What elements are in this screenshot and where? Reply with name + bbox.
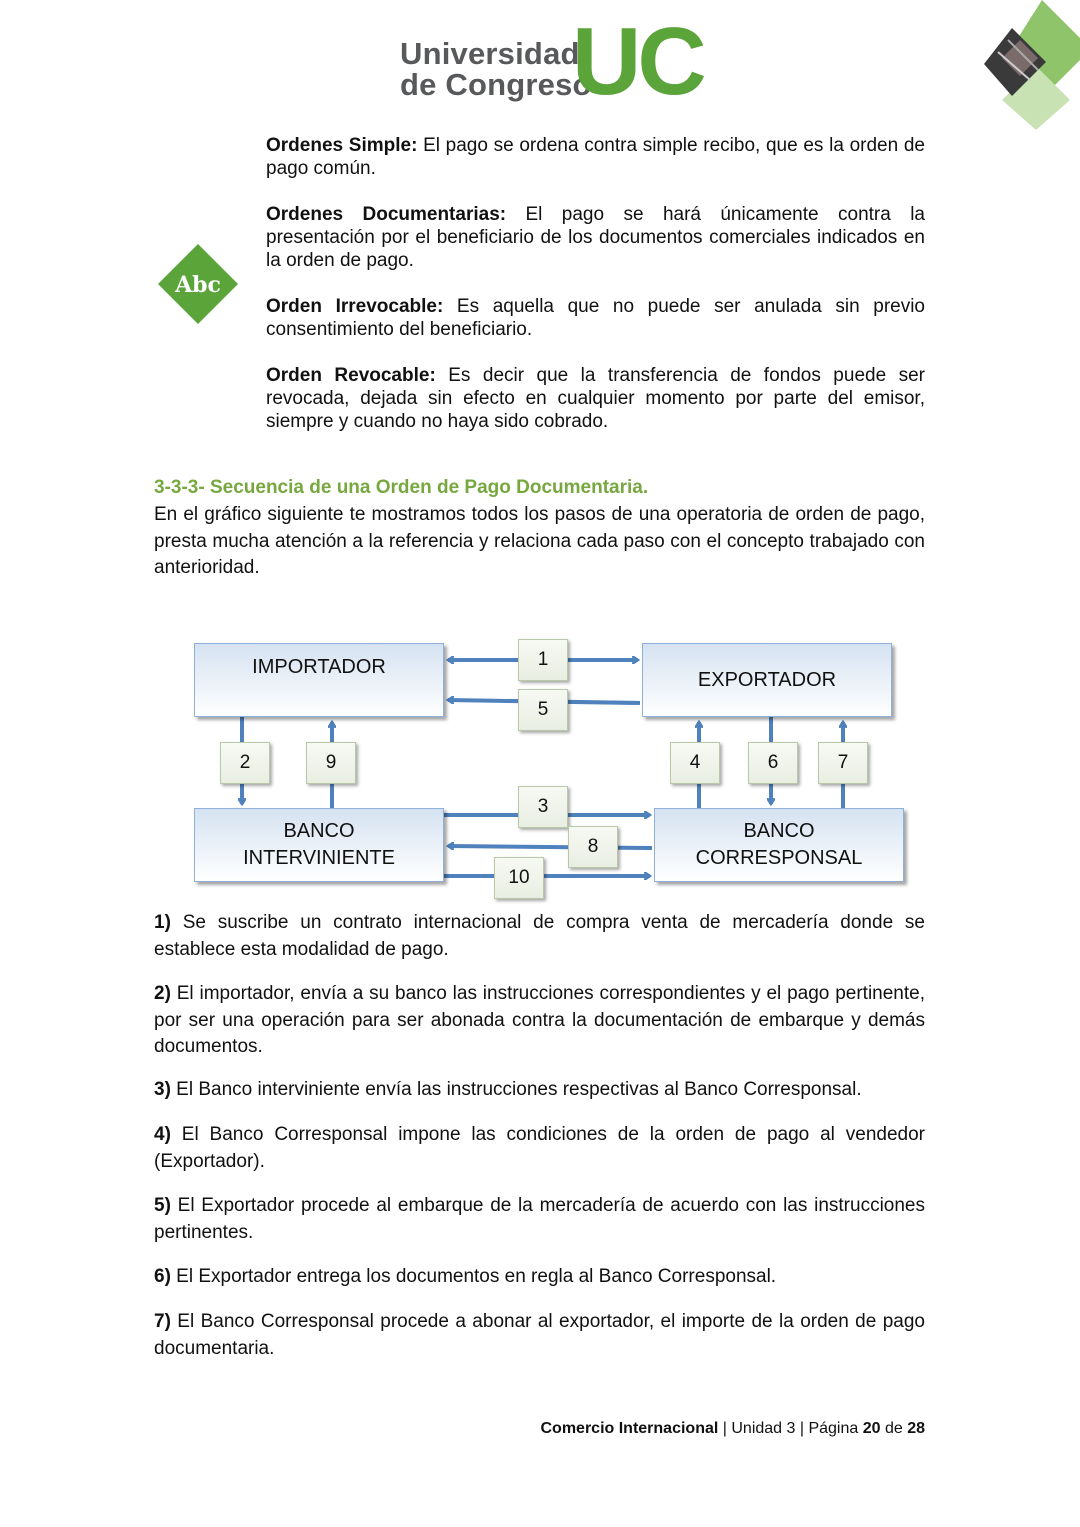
university-logo-text [400, 38, 592, 100]
banco-corresponsal-line-2: CORRESPONSAL [695, 847, 863, 869]
section-intro: En el gráfico siguiente te mostramos todos los pasos de una operatoria de orden de pago, presta mucha atención a la referencia y relaciona cada paso con el concepto trabajado con anterioridad. [154, 504, 925, 578]
exportador-label: EXPORTADOR [697, 668, 837, 691]
step-box-7: 7 [818, 742, 868, 784]
step-item-7 [154, 1309, 925, 1362]
step-number: 2) [154, 983, 171, 1004]
exportador-box [642, 643, 892, 717]
importador-label: IMPORTADOR [252, 656, 386, 678]
footer-course: Comercio Internacional [540, 1420, 719, 1437]
step-item-4 [154, 1122, 925, 1175]
step-box-8: 8 [568, 826, 618, 868]
step-text: El Exportador entrega los documentos en regla al Banco Corresponsal. [170, 1266, 777, 1287]
uc-logo-mark: UC [572, 8, 703, 115]
logo-line-1: Universidad [400, 36, 580, 71]
section-heading: 3-3-3- Secuencia de una Orden de Pago Documentaria. [154, 477, 649, 498]
definition-orden-revocable [266, 364, 925, 433]
definition-text: Es decir que la transferencia de fondos puede ser revocada, dejada sin efecto en cualquier momento por parte del emisor, siempre y cuando no haya sido cobrado. [266, 365, 925, 432]
banco-corresponsal-box [654, 808, 904, 882]
step-number: 4) [154, 1124, 171, 1145]
step-box-9: 9 [306, 742, 356, 784]
banco-interviniente-line-2: INTERVINIENTE [243, 847, 395, 869]
step-number: 5) [154, 1195, 171, 1216]
step-box-4: 4 [670, 742, 720, 784]
footer-page-number: 20 [862, 1420, 881, 1437]
step-item-6 [154, 1264, 925, 1291]
banco-interviniente-line-1: BANCO [283, 820, 355, 842]
importador-box [194, 643, 444, 717]
step-text: Se suscribe un contrato internacional de compra venta de mercadería donde se establece esta modalidad de pago. [154, 912, 925, 960]
definition-term: Orden Irrevocable: [266, 296, 444, 317]
step-number: 7) [154, 1311, 171, 1332]
footer-page-total: 28 [907, 1420, 925, 1437]
step-number: 6) [154, 1266, 171, 1287]
step-item-2 [154, 981, 925, 1061]
page-footer [540, 1420, 925, 1438]
logo-line-2: de Congreso [400, 67, 592, 102]
footer-de: de [880, 1420, 908, 1437]
footer-unit: | Unidad 3 | Página [718, 1420, 863, 1437]
step-text: El Banco interviniente envía las instrucciones respectivas al Banco Corresponsal. [170, 1079, 862, 1100]
banco-interviniente-box [194, 808, 444, 882]
step-item-1 [154, 910, 925, 963]
abc-icon [158, 244, 238, 324]
step-number: 3) [154, 1079, 171, 1100]
arrow-8 [448, 846, 652, 848]
definition-term: Orden Revocable: [266, 365, 436, 386]
step-number: 1) [154, 912, 171, 933]
corner-decoration-icon [984, 0, 1080, 130]
definition-orden-irrevocable [266, 295, 925, 341]
step-box-2: 2 [220, 742, 270, 784]
step-text: El Banco Corresponsal procede a abonar al exportador, el importe de la orden de pago documentaria. [154, 1311, 925, 1359]
step-box-3: 3 [518, 786, 568, 828]
banco-corresponsal-line-1: BANCO [743, 820, 815, 842]
step-box-1: 1 [518, 639, 568, 681]
definition-term: Ordenes Simple: [266, 135, 418, 156]
definition-text: Es aquella que no puede ser anulada sin previo consentimiento del beneficiario. [266, 296, 926, 340]
step-text: El Banco Corresponsal impone las condiciones de la orden de pago al vendedor (Exportador). [154, 1124, 925, 1172]
step-text: El Exportador procede al embarque de la mercadería de acuerdo con las instrucciones pertinentes. [154, 1195, 925, 1243]
step-box-6: 6 [748, 742, 798, 784]
definition-ordenes-simple [266, 134, 925, 180]
definition-text: El pago se ordena contra simple recibo, que es la orden de pago común. [266, 135, 925, 179]
step-item-3 [154, 1077, 925, 1104]
abc-badge-text: Abc [175, 272, 221, 298]
step-item-5 [154, 1193, 925, 1246]
step-box-5: 5 [518, 689, 568, 731]
definition-text: El pago se hará únicamente contra la presentación por el beneficiario de los documentos comerciales indicados en la orden de pago. [266, 204, 925, 271]
definition-ordenes-documentarias [266, 203, 925, 272]
step-text: El importador, envía a su banco las instrucciones correspondientes y el pago pertinente, por ser una operación para ser abonada contra la documentación de embarque y demás documentos. [154, 983, 925, 1057]
definition-term: Ordenes Documentarias: [266, 204, 507, 225]
step-box-10: 10 [494, 857, 544, 899]
